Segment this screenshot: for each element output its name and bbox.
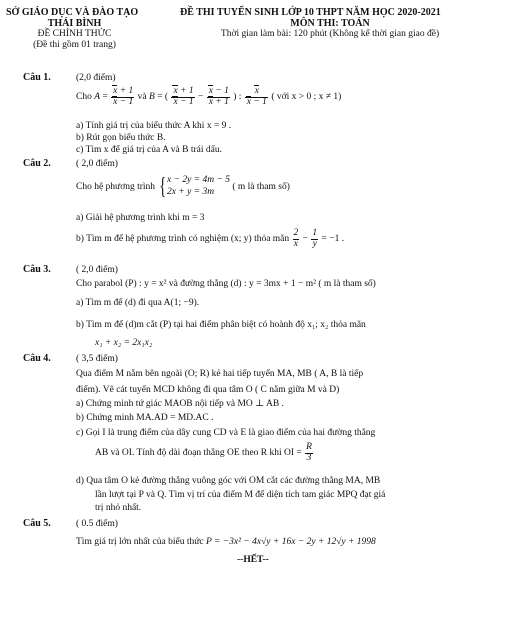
- exam-time: Thời gian làm bài: 120 phút (Không kể thời gian giao đề): [220, 29, 440, 39]
- q1-label: Câu 1.: [23, 72, 51, 83]
- q3-part-a: a) Tìm m để (d) đi qua A(1; −9).: [76, 298, 200, 308]
- q1-condition: ( với x > 0 ; x ≠ 1): [271, 92, 342, 103]
- q4-part-b: b) Chứng minh MA.AD = MD.AC .: [76, 413, 214, 423]
- q4-part-d-3: trị nhỏ nhất.: [95, 503, 142, 513]
- exam-title: ĐỀ THI TUYỂN SINH LỚP 10 THPT NĂM HỌC 2020-2021: [180, 7, 441, 18]
- q5-text: [76, 537, 376, 547]
- q5-label: Câu 5.: [23, 518, 51, 529]
- header-page-count: (Đề thi gồm 01 trang): [33, 40, 116, 50]
- q2-part-b: b) Tìm m để hệ phương trình có nghiệm (x; y) thỏa mãn $\frac{2}{x}$ − $\frac{1}{y}$ = −1 .: [76, 228, 345, 249]
- q5-prompt: Tìm giá trị lớn nhất của biểu thức: [76, 537, 204, 547]
- q2-eq2: 2x + y = 3m: [166, 187, 215, 197]
- q1-given-prefix: Cho: [76, 92, 92, 103]
- q4-part-d-2: lần lượt tại P và Q. Tìm vị trí của điểm M để diện tích tam giác MPQ đạt giá: [95, 490, 386, 500]
- q5-expression: P = −3x² − 4x√y + 16x − 2y + 12√y + 1998: [205, 537, 376, 547]
- header-official: ĐỀ CHÍNH THỨC: [37, 29, 112, 39]
- q2-part-b-suffix: = −1 .: [321, 234, 345, 245]
- q4-premise-2: điểm). Vẽ cát tuyến MCD không đi qua tâm O ( C nằm giữa M và D): [76, 385, 340, 395]
- q1-part-c: c) Tìm x để giá trị của A và B trái dấu.: [76, 145, 222, 155]
- q1-part-b: b) Rút gọn biểu thức B.: [76, 133, 166, 143]
- q3-label: Câu 3.: [23, 264, 51, 275]
- q4-label: Câu 4.: [23, 353, 51, 364]
- q2-param: ( m là tham số): [232, 182, 290, 193]
- header-agency: SỞ GIÁO DỤC VÀ ĐÀO TẠO: [6, 7, 139, 18]
- q4-part-c-2: AB và OI. Tính độ dài đoạn thẳng OE theo R khi OI = $\frac{R}{3}$: [95, 442, 312, 463]
- q3-part-b-condition: x₁ + x₂ = 2x₁x₂: [95, 338, 153, 348]
- q4-part-c-2-text: AB và OI. Tính độ dài đoạn thẳng OE theo R khi OI =: [95, 448, 302, 459]
- q4-part-c-1: c) Gọi I là trung điểm của dây cung CD và E là giao điểm của hai đường thẳng: [76, 428, 376, 438]
- q1-and: và: [137, 92, 147, 103]
- header-province: THÁI BÌNH: [47, 18, 102, 29]
- q2-eq1: x − 2y = 4m − 5: [166, 175, 230, 186]
- q2-part-b-prefix: b) Tìm m để hệ phương trình có nghiệm (x; y) thỏa mãn: [76, 234, 290, 245]
- q4-points: ( 3,5 điểm): [76, 354, 118, 364]
- q1-points: (2,0 điểm): [76, 73, 116, 83]
- q2-points: ( 2,0 điểm): [76, 159, 118, 169]
- q3-points: ( 2,0 điểm): [76, 265, 118, 275]
- q2-label: Câu 2.: [23, 158, 51, 169]
- q1-part-a: a) Tính giá trị của biểu thức A khi x = 9 .: [76, 121, 232, 131]
- q1-given: Cho A = $\frac{x + 1}{x - 1}$ và B = ( $\frac{x + 1}{x - 1}$ − $\frac{x - 1}{x + 1}$ ) : $\frac{x}{x - 1}$ ( với x > 0 ; x ≠ 1): [76, 86, 342, 107]
- q2-given: Cho hệ phương trình: [76, 182, 156, 193]
- q4-premise-1: Qua điểm M nằm bên ngoài (O; R) kẻ hai tiếp tuyến MA, MB ( A, B là tiếp: [76, 369, 364, 379]
- exam-subject: MÔN THI: TOÁN: [290, 18, 370, 29]
- q5-points: ( 0.5 điểm): [76, 519, 118, 529]
- q2-part-a: a) Giải hệ phương trình khi m = 3: [76, 213, 205, 223]
- q2-system: Cho hệ phương trình {x − 2y = 4m − 5 2x + y = 3m ( m là tham số): [76, 174, 290, 200]
- q4-part-d-1: d) Qua tâm O kẻ đường thẳng vuông góc với OM cắt các đường thẳng MA, MB: [76, 476, 381, 486]
- q3-given: Cho parabol (P) : y = x² và đường thẳng (d) : y = 3mx + 1 − m² ( m là tham số): [76, 279, 376, 289]
- q3-part-b: b) Tìm m để (d)m cắt (P) tại hai điểm phân biệt có hoành độ x₁; x₂ thỏa mãn: [76, 320, 366, 330]
- end-marker: --HẾT--: [237, 555, 269, 565]
- q4-part-a: a) Chứng minh tứ giác MAOB nội tiếp và MO ⊥ AB .: [76, 399, 284, 409]
